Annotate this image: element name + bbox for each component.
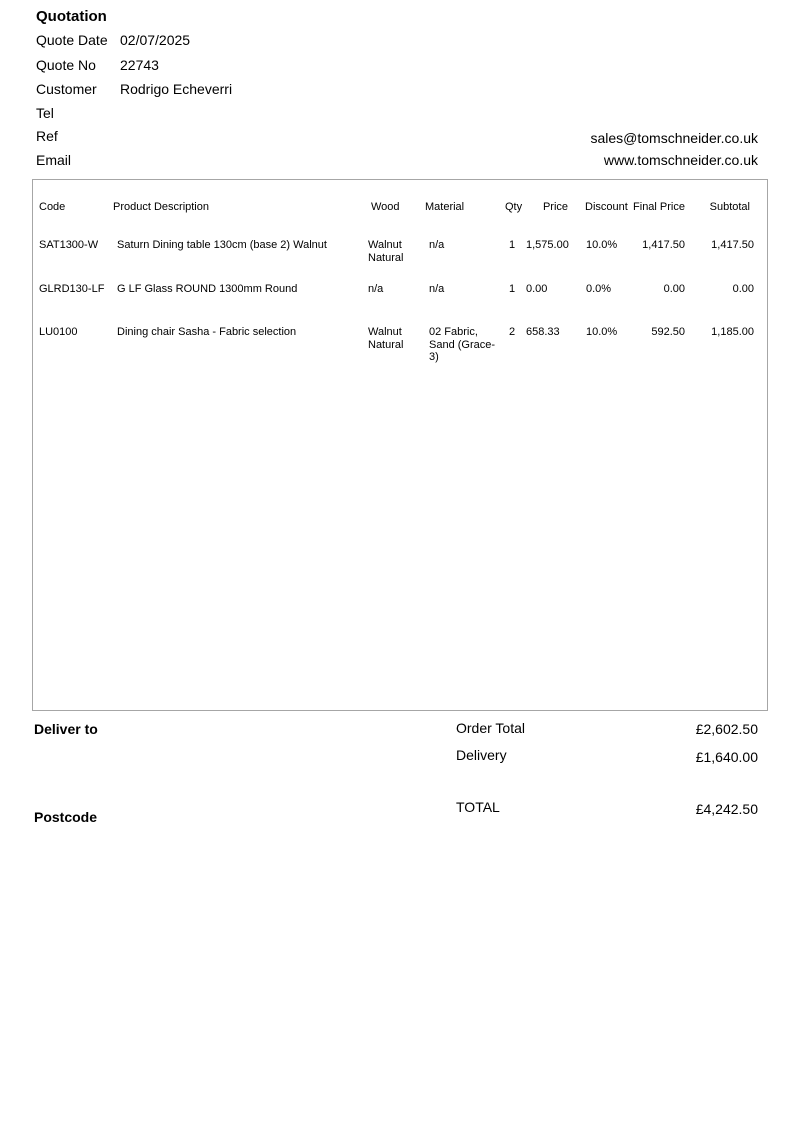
row-code: SAT1300-W [39, 239, 99, 251]
email-label: Email [36, 152, 72, 168]
row-code: GLRD130-LF [39, 283, 105, 295]
row-material: n/a [429, 239, 445, 251]
contact-email[interactable]: sales@tomschneider.co.uk [590, 130, 758, 146]
row-discount: 10.0% [586, 326, 618, 338]
row-code: LU0100 [39, 326, 78, 338]
quote-no-value: 22743 [120, 57, 159, 73]
contact-website[interactable]: www.tomschneider.co.uk [603, 152, 758, 168]
col-header-description: Product Description [113, 201, 209, 213]
col-header-subtotal: Subtotal [709, 201, 750, 213]
row-description: Dining chair Sasha - Fabric selection [117, 326, 297, 338]
row-wood: n/a [368, 283, 384, 295]
row-final-price: 1,417.50 [642, 239, 685, 251]
customer-label: Customer [36, 81, 97, 97]
row-price: 0.00 [526, 283, 548, 295]
row-price: 1,575.00 [526, 239, 569, 251]
ref-label: Ref [36, 128, 58, 144]
row-wood: Walnut Natural [368, 326, 404, 351]
row-qty: 1 [509, 239, 516, 251]
row-final-price: 592.50 [651, 326, 685, 338]
col-header-final-price: Final Price [633, 201, 685, 213]
row-description: G LF Glass ROUND 1300mm Round [117, 283, 298, 295]
col-header-price: Price [542, 201, 568, 213]
quote-date-value: 02/07/2025 [120, 32, 191, 48]
row-final-price: 0.00 [663, 283, 685, 295]
total-label: TOTAL [456, 799, 500, 815]
document-title: Quotation [36, 8, 107, 25]
col-header-wood: Wood [371, 201, 400, 213]
postcode-label: Postcode [34, 809, 98, 825]
row-price: 658.33 [526, 326, 560, 338]
items-table [32, 179, 768, 711]
row-subtotal: 1,185.00 [711, 326, 754, 338]
quote-date-label: Quote Date [36, 32, 108, 48]
row-subtotal: 0.00 [732, 283, 754, 295]
row-wood: Walnut Natural [368, 239, 404, 264]
customer-value: Rodrigo Echeverri [120, 81, 233, 97]
col-header-material: Material [425, 201, 465, 213]
tel-label: Tel [36, 105, 54, 121]
order-total-label: Order Total [456, 720, 525, 736]
deliver-to-label: Deliver to [34, 721, 98, 737]
row-qty: 1 [509, 283, 516, 295]
row-material: 02 Fabric, Sand (Grace-3) [429, 326, 496, 363]
col-header-qty: Qty [505, 201, 523, 213]
delivery-value: £1,640.00 [695, 749, 758, 765]
row-discount: 10.0% [586, 239, 618, 251]
order-total-value: £2,602.50 [695, 721, 758, 737]
total-value: £4,242.50 [695, 801, 758, 817]
row-material: n/a [429, 283, 445, 295]
row-discount: 0.0% [586, 283, 612, 295]
quote-no-label: Quote No [36, 57, 96, 73]
row-subtotal: 1,417.50 [711, 239, 754, 251]
row-description: Saturn Dining table 130cm (base 2) Walnut [117, 239, 327, 251]
delivery-label: Delivery [456, 747, 507, 763]
col-header-code: Code [39, 201, 66, 213]
col-header-discount: Discount [585, 201, 628, 213]
row-qty: 2 [509, 326, 516, 338]
